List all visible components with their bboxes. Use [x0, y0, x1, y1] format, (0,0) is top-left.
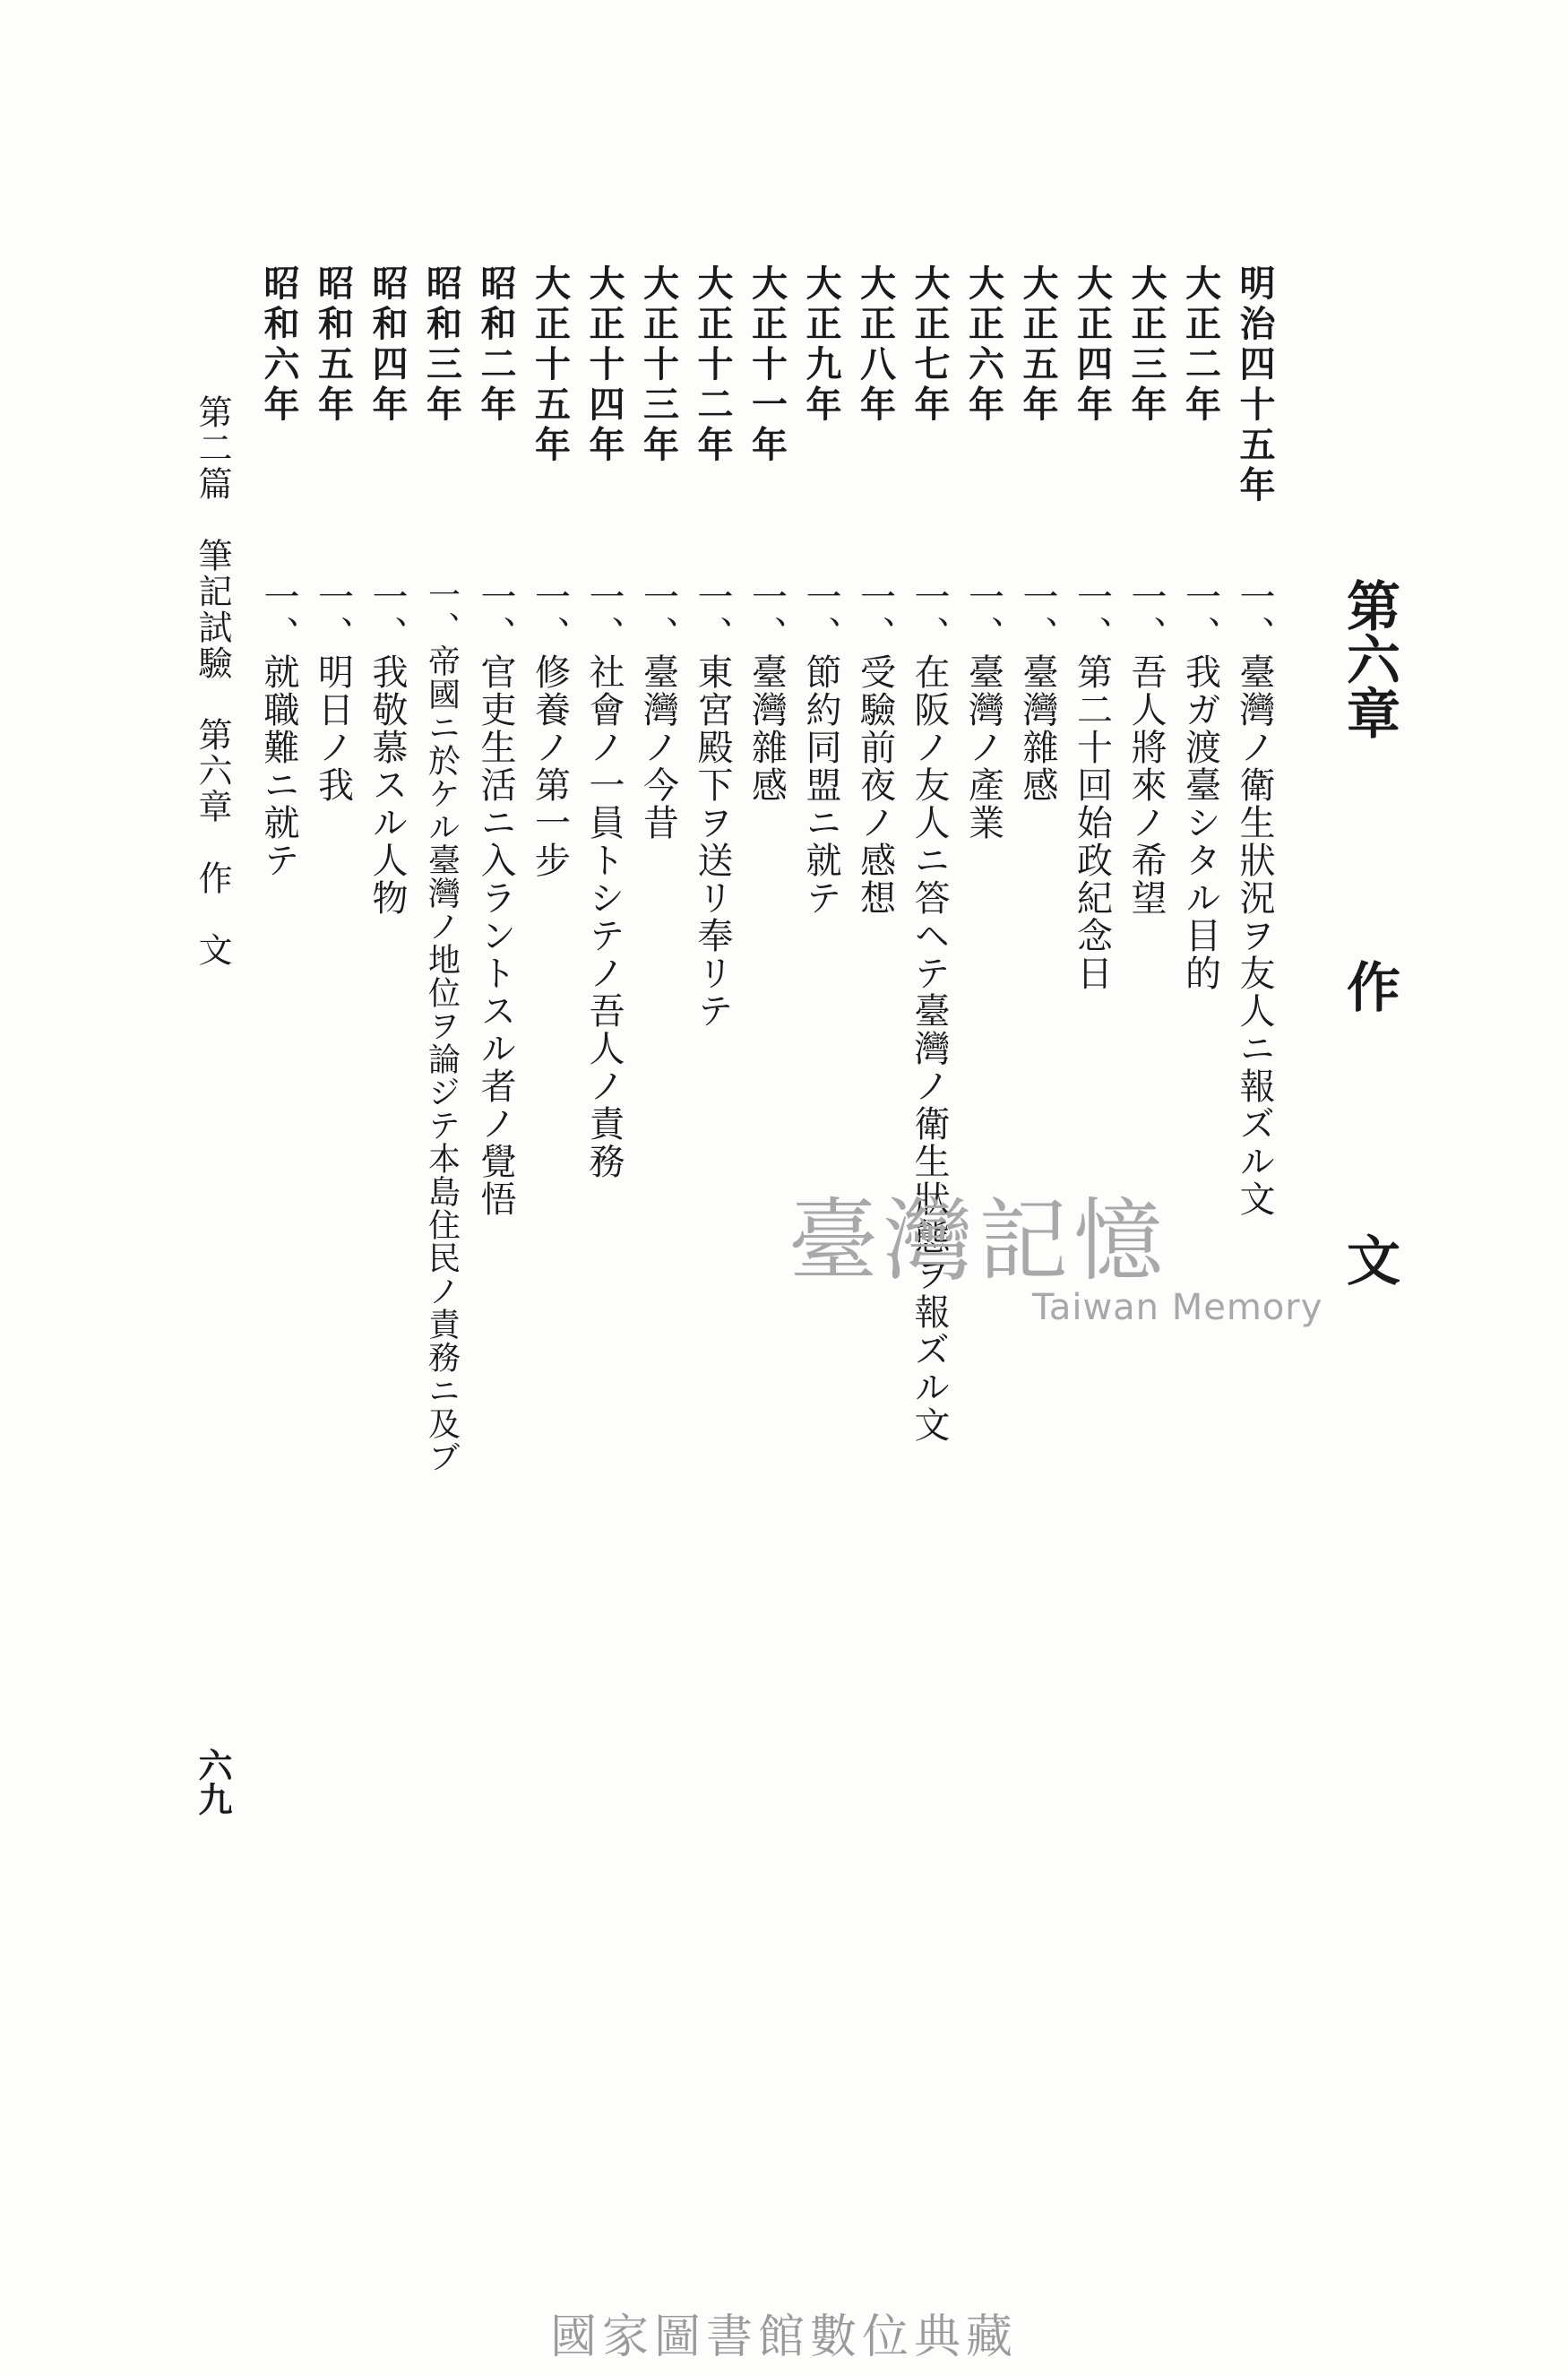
entry-year: 大正十四年 [583, 264, 625, 466]
entry-title: 一、社會ノ一員トシテノ吾人ノ責務 [583, 578, 625, 1180]
entry-title: 一、節約同盟ニ就テ [800, 578, 841, 917]
entry-title: 一、臺灣ノ今昔 [637, 578, 679, 842]
entry-title: 一、在阪ノ友人ニ答ヘテ臺灣ノ衛生狀態ヲ報ズル文 [909, 578, 950, 1444]
entry-title: 一、受驗前夜ノ感想 [854, 578, 896, 917]
entry-title: 一、就職難ニ就テ [258, 578, 299, 879]
entry-title: 一、我ガ渡臺シタル目的 [1179, 578, 1221, 992]
watermark-text: 臺灣記憶 [788, 1188, 1168, 1293]
entry-year: 大正七年 [909, 264, 951, 426]
entry-title: 一、臺灣雜感 [1017, 578, 1058, 804]
entry-year: 大正二年 [1179, 264, 1222, 426]
entry-title: 一、官吏生活ニ入ラントスル者ノ覺悟 [475, 578, 516, 1218]
entry-year: 大正八年 [854, 264, 897, 426]
entry-title: 一、吾人將來ノ希望 [1125, 578, 1167, 917]
entry-year: 大正十二年 [692, 264, 734, 466]
entry-year: 大正六年 [962, 264, 1005, 426]
chapter-title-word-1: 作 [1338, 959, 1400, 1013]
entry-year: 大正三年 [1125, 264, 1167, 426]
entry-year: 昭和三年 [420, 264, 463, 426]
entry-title: 一、臺灣雜感 [745, 578, 788, 804]
entry-title: 一、帝國ニ於ケル臺灣ノ地位ヲ論ジテ本島住民ノ責務ニ及ブ [423, 578, 461, 1473]
entry-year: 昭和二年 [475, 264, 517, 426]
entry-year: 大正十三年 [637, 264, 680, 466]
entry-year: 昭和四年 [366, 264, 409, 426]
entry-title: 一、明日ノ我 [312, 578, 354, 804]
chapter-title-number: 第六章 [1338, 578, 1400, 739]
chapter-title-word-2: 文 [1338, 1232, 1400, 1286]
entry-year: 大正五年 [1017, 264, 1059, 426]
entry-year: 大正九年 [800, 264, 842, 426]
entry-year: 昭和六年 [258, 264, 300, 426]
watermark-logo [788, 1188, 1323, 1328]
entry-title: 一、東宮殿下ヲ送リ奉リテ [692, 578, 733, 1030]
entry-year: 大正四年 [1071, 264, 1114, 426]
chapter-title [1331, 578, 1408, 1286]
entry-year: 大正十五年 [529, 264, 572, 466]
entry-year: 大正十一年 [745, 264, 788, 466]
page-number: 六九 [193, 1748, 233, 1816]
entry-title: 一、臺灣ノ產業 [962, 578, 1004, 842]
entry-year: 明治四十五年 [1234, 264, 1276, 506]
watermark-latin: Taiwan Memory [1032, 1287, 1323, 1328]
running-head: 第二篇 筆記試驗 第六章 作 文 [193, 394, 232, 968]
entry-title: 一、修養ノ第一步 [529, 578, 571, 879]
entry-title: 一、我敬慕スル人物 [366, 578, 408, 917]
entry-title: 一、臺灣ノ衛生狀況ヲ友人ニ報ズル文 [1234, 578, 1275, 1218]
entry-title: 一、第二十回始政紀念日 [1071, 578, 1113, 992]
archive-footer: 國家圖書館數位典藏 [549, 2310, 1018, 2364]
entry-year: 昭和五年 [312, 264, 355, 426]
